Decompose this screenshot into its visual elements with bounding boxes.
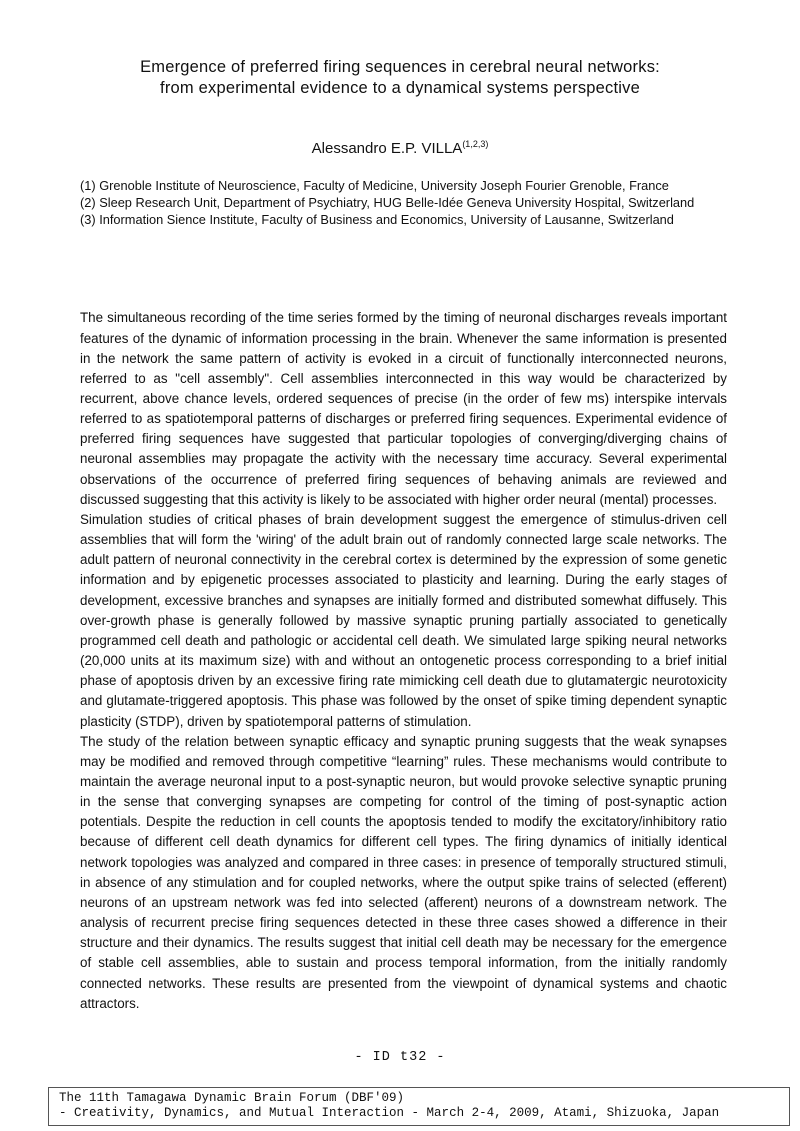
affiliations-block (0, 178, 800, 228)
paper-title-line-2: from experimental evidence to a dynamical systems perspective (160, 79, 640, 97)
paper-title-line-1: Emergence of preferred firing sequences in cerebral neural networks: (140, 58, 660, 76)
affiliation-3: (3) Information Sience Institute, Faculty of Business and Economics, University of Lausanne, Switzerland (80, 211, 674, 227)
author-name: Alessandro E.P. VILLA (311, 140, 463, 157)
affiliation-2: (2) Sleep Research Unit, Department of Psychiatry, HUG Belle-Idée Geneva University Hospital, Switzerland (80, 194, 695, 210)
paper-title (0, 0, 800, 99)
abstract-paragraph-3: The study of the relation between synaptic efficacy and synaptic pruning suggests that the weak synapses may be modified and removed through competitive “learning” rules. These mechanisms would contribute to maintain the average neuronal input to a post-synaptic neuron, but would provoke selective synaptic pruning in the sense that converging synapses are competing for control of the timing of post-synaptic action potentials. Despite the reduction in cell counts the apoptosis tended to modify the excitatory/inhibitory ratio because of different cell death dynamics for different cell types. The firing dynamics of initially identical network topologies was analyzed and compared in three cases: in presence of temporally structured stimuli, in absence of any stimulation and for coupled networks, where the output spike trains of selected (efferent) neurons of an upstream network was fed into selected (afferent) neurons of a downstream network. The analysis of recurrent precise firing sequences detected in these three cases showed a difference in their structure and their dynamics. The results suggest that initial cell death may be necessary for the emergence of stable cell assemblies, able to sustain and process temporal information, from the initially randomly connected networks. These results are presented from the viewpoint of dynamical systems and chaotic attractors. (80, 733, 727, 1011)
conference-footer-line-1: The 11th Tamagawa Dynamic Brain Forum (DBF'09) (59, 1091, 405, 1105)
abstract-paragraph-1: The simultaneous recording of the time series formed by the timing of neuronal discharges reveals important features of the dynamic of information processing in the brain. Whenever the same information is presented in the network the same pattern of activity is evoked in a circuit of functionally interconnected neurons, referred to as "cell assembly". Cell assemblies interconnected in this way would be characterized by recurrent, above chance levels, ordered sequences of precise (in the order of few ms) interspike intervals referred to as spatiotemporal patterns of discharges or preferred firing sequences. Experimental evidence of preferred firing sequences have suggested that particular topologies of converging/diverging chains of neuronal assemblies may propagate the activity with the necessary time accuracy. Several experimental observations of the occurrence of preferred firing sequences of behaving animals are reviewed and discussed suggesting that this activity is likely to be associated with higher order neural (mental) processes. (80, 310, 727, 507)
author-affiliation-superscript: (1,2,3) (462, 139, 489, 149)
abstract-body (0, 308, 800, 1013)
conference-footer (48, 1087, 790, 1126)
author-line (0, 139, 800, 159)
paper-id: - ID t32 - (354, 1049, 446, 1065)
affiliation-1: (1) Grenoble Institute of Neuroscience, Faculty of Medicine, University Joseph Fourier Grenoble, France (80, 178, 669, 193)
abstract-paragraph-2: Simulation studies of critical phases of brain development suggest the emergence of stimulus-driven cell assemblies that will form the 'wiring' of the adult brain out of randomly connected large scale networks. The adult pattern of neuronal connectivity in the cerebral cortex is determined by the expression of some genetic information and by epigenetic processes associated to plasticity and learning. During the early stages of development, excessive branches and synapses are initially formed and distributed somewhat diffusely. This over-growth phase is generally followed by massive synaptic pruning partially associated to genetically programmed cell death and pathologic or accidental cell death. We simulated large spiking neural networks (20,000 units at its maximum size) with and without an ontogenetic process corresponding to a brief initial phase of apoptosis driven by an excessive firing rate mimicking cell death due to glutamatergic neurotoxicity and glutamate-triggered apoptosis. This phase was followed by the onset of spike timing dependent synaptic plasticity (STDP), driven by spatiotemporal patterns of stimulation. (80, 511, 727, 729)
conference-footer-line-2: - Creativity, Dynamics, and Mutual Interaction - March 2-4, 2009, Atami, Shizuoka, Japan (59, 1106, 720, 1120)
